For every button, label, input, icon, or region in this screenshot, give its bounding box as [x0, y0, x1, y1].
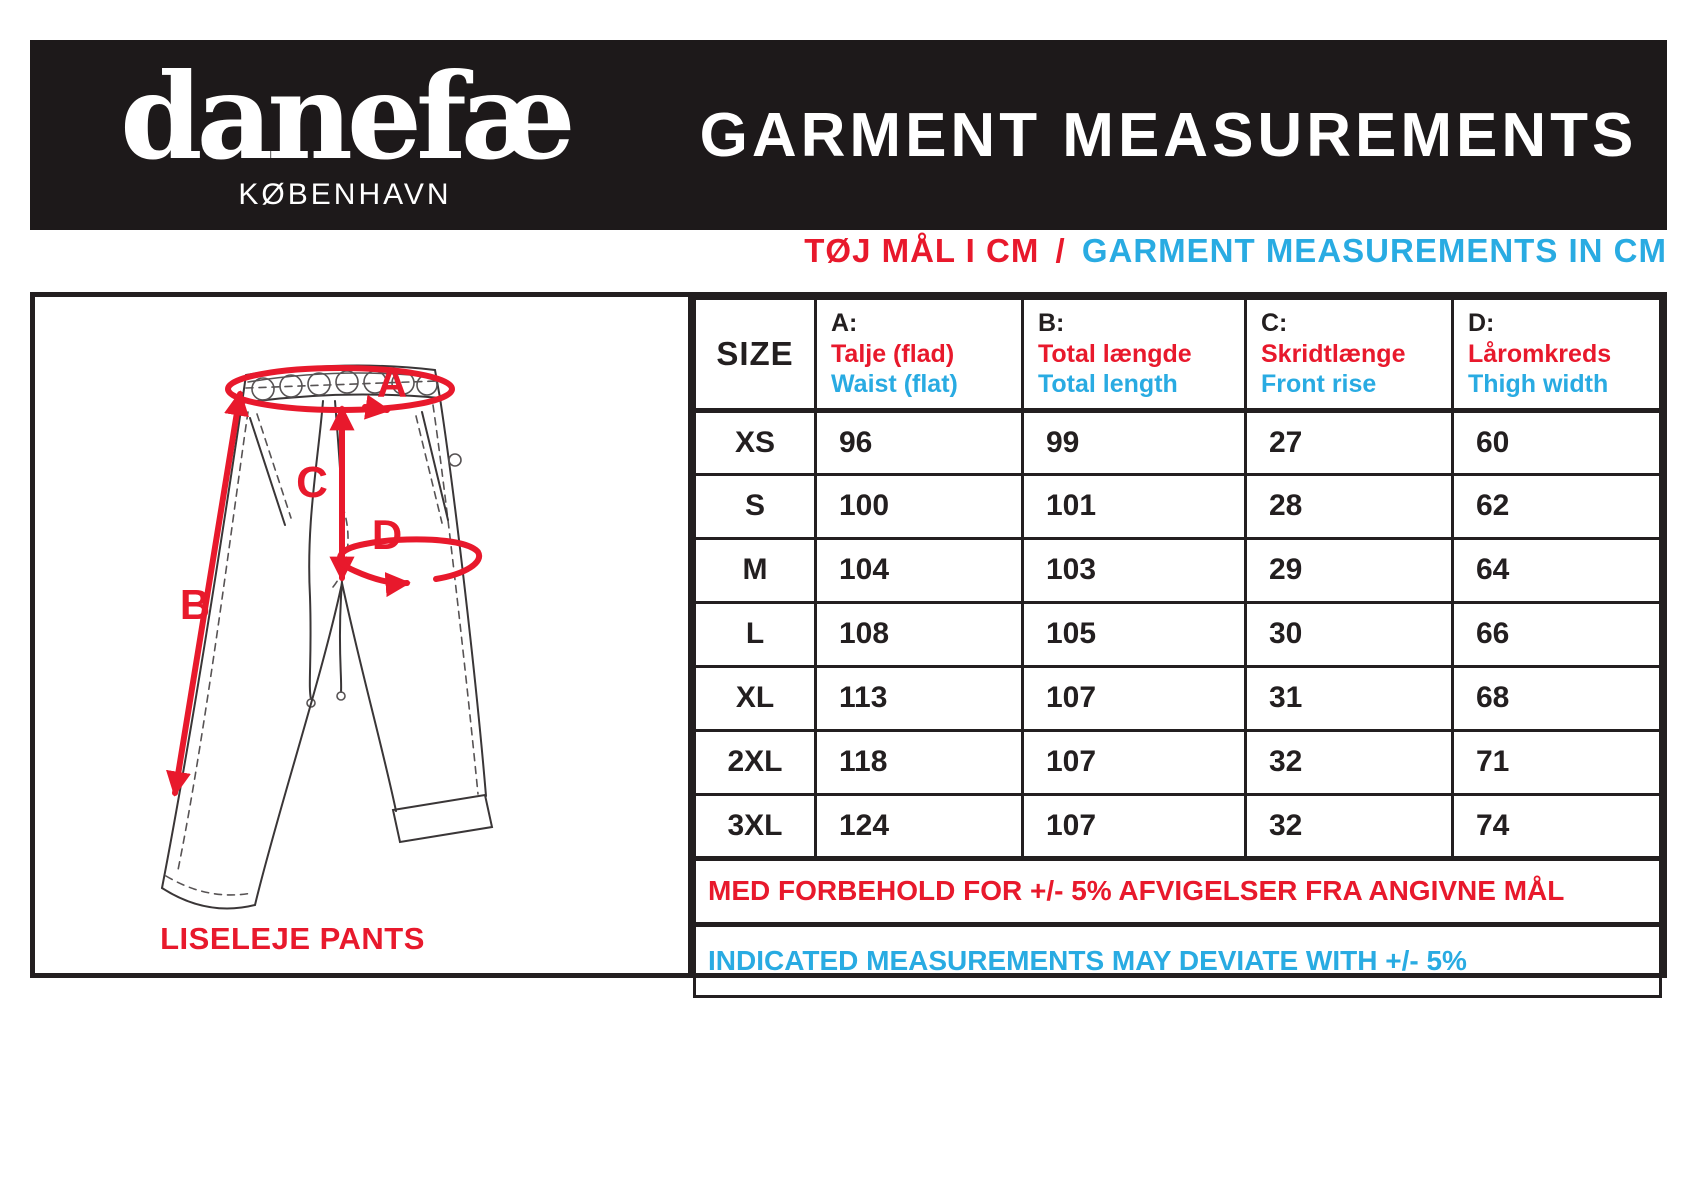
tolerance-note-english-row: [695, 924, 1661, 996]
right-leg-outer-seam: [440, 398, 486, 796]
left-leg-seam-dash: [178, 412, 248, 870]
table-row: XL 113 107 31 68: [695, 666, 1661, 730]
left-hem: [162, 888, 255, 909]
table-row: 2XL 118 107 32 71: [695, 730, 1661, 794]
tolerance-note-english: INDICATED MEASUREMENTS MAY DEVIATE WITH +/- 5%: [695, 924, 1661, 996]
table-row: M 104 103 29 64: [695, 538, 1661, 602]
column-header-b: B: Total længde Total length: [1023, 299, 1246, 411]
table-row: S 100 101 28 62: [695, 474, 1661, 538]
drawstring-tip-right: [337, 692, 345, 700]
header-bar: [30, 40, 1667, 230]
measure-a-label: A: [376, 359, 408, 406]
pants-diagram: [35, 297, 688, 973]
table-row: XS 96 99 27 60: [695, 410, 1661, 474]
table-row: 3XL 124 107 32 74: [695, 794, 1661, 858]
right-pocket-dash: [416, 416, 442, 523]
column-header-d: D: Låromkreds Thigh width: [1453, 299, 1661, 411]
measure-a-arrow: [365, 407, 387, 410]
tolerance-note-danish-row: [695, 858, 1661, 924]
tolerance-note-danish: MED FORBEHOLD FOR +/- 5% AFVIGELSER FRA ANGIVNE MÅL: [695, 858, 1661, 924]
measurements-table: [693, 297, 1662, 998]
brand-logo-city: KØBENHAVN: [238, 178, 452, 211]
waistband-dash: [246, 381, 436, 388]
right-leg-inner-seam: [342, 583, 396, 811]
left-hem-dash: [166, 876, 252, 895]
left-pocket-dash: [257, 414, 291, 518]
product-name: LISELEJE PANTS: [160, 921, 425, 956]
size-column-header: SIZE: [695, 299, 816, 411]
right-cuff: [393, 795, 492, 842]
column-header-c: C: Skridtlænge Front rise: [1246, 299, 1453, 411]
measure-b-label: B: [179, 581, 211, 628]
subtitle: [640, 232, 1667, 270]
left-pocket: [250, 418, 285, 525]
subtitle-english: GARMENT MEASUREMENTS IN CM: [1081, 232, 1667, 269]
right-leg-seam-dash: [433, 405, 478, 794]
measure-d-label: D: [371, 511, 403, 558]
table-header-row: [695, 299, 1661, 411]
table-row: L 108 105 30 66: [695, 602, 1661, 666]
column-header-a: A: Talje (flad) Waist (flat): [816, 299, 1023, 411]
subtitle-separator: /: [1055, 232, 1066, 269]
brand-logo: [30, 40, 660, 230]
page-title: GARMENT MEASUREMENTS: [699, 100, 1638, 170]
main-box: [30, 292, 1667, 978]
diagram-panel: [35, 297, 693, 973]
brand-tag: [449, 454, 461, 466]
brand-logo-text: danefæ: [120, 47, 570, 186]
drawstring-left: [309, 401, 323, 699]
measure-c-label: C: [296, 458, 328, 507]
left-leg-inner-seam: [255, 583, 342, 905]
subtitle-danish: TØJ MÅL I CM: [804, 232, 1040, 269]
table-panel: [693, 297, 1662, 976]
